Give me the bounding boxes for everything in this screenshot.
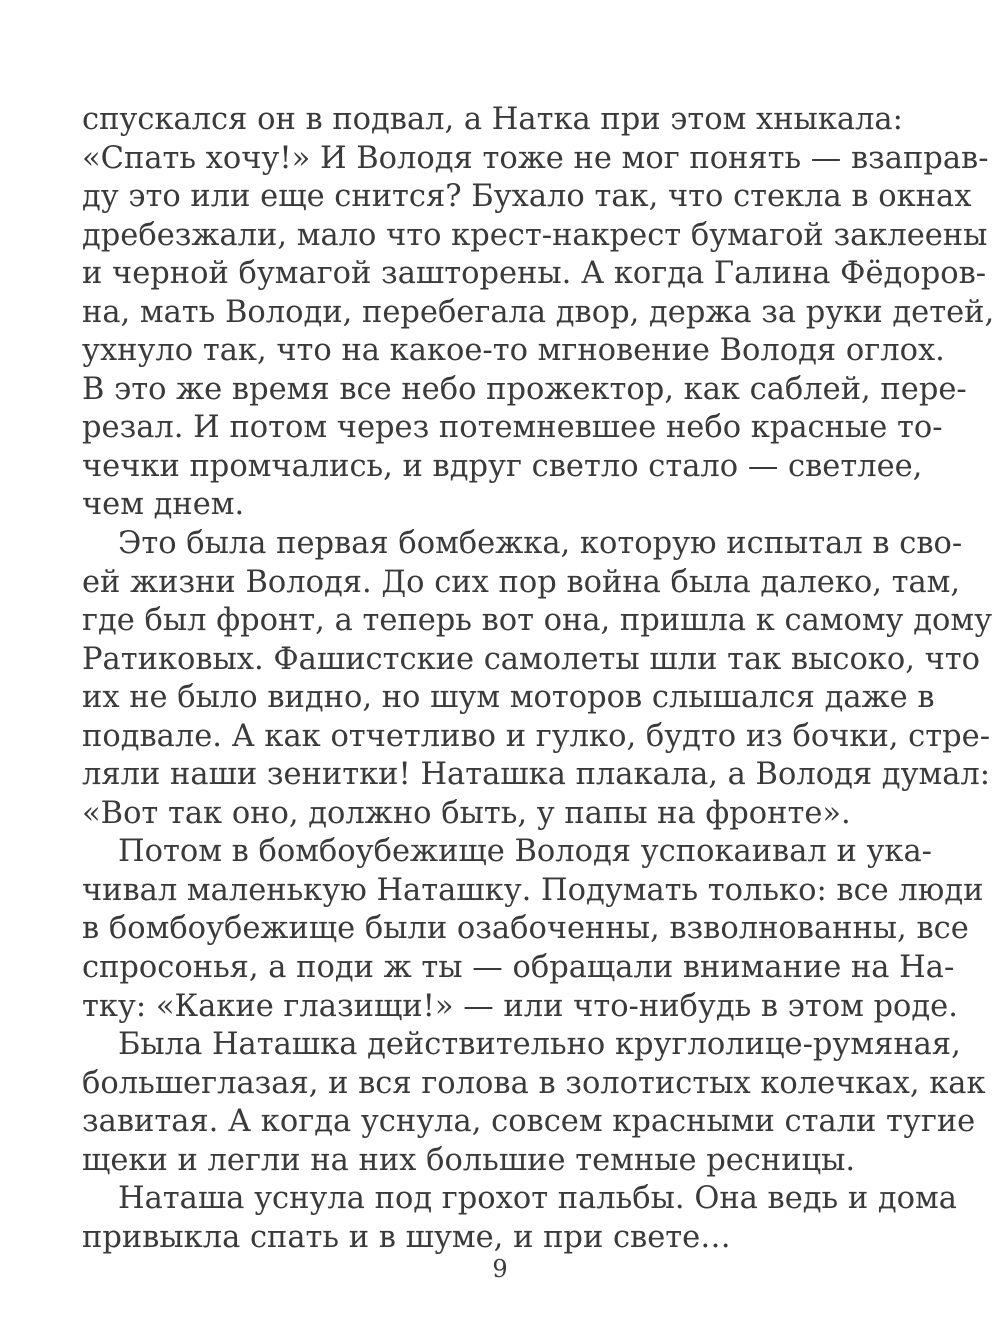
text-line: Ратиковых. Фашистские самолеты шли так высоко, что [82,641,981,677]
text-line: и черной бумагой зашторены. А когда Галина Фёдоров- [82,256,987,292]
text-line: щеки и легли на них большие темные ресницы. [82,1142,856,1178]
text-line: чем днем. [82,487,245,523]
text-line: в бомбоубежище были озабоченны, взволнованны, все [82,911,969,947]
text-line: спросонья, а поди ж ты — обращали внимание на На- [82,950,955,986]
text-line: привыкла спать и в шуме, и при свете… [82,1219,731,1255]
text-line: большеглазая, и вся голова в золотистых колечках, как [82,1065,986,1101]
text-line: «Спать хочу!» И Володя тоже не мог понять — взаправ- [82,140,989,176]
text-line: где был фронт, а теперь вот она, пришла к самому дому [82,603,993,639]
text-line: ляли наши зенитки! Наташка плакала, а Володя думал: [82,757,991,793]
text-line: завитая. А когда уснула, совсем красными стали тугие [82,1104,976,1140]
text-line: ду это или еще снится? Бухало так, что стекла в окнах [82,179,972,215]
text-line: на, мать Володи, перебегала двор, держа за руки детей, [82,294,995,330]
text-line: Наташа уснула под грохот пальбы. Она ведь и дома [118,1181,957,1217]
body-text [82,101,995,1257]
text-line: Это была первая бомбежка, которую испытал в сво- [118,526,963,562]
text-line: Была Наташка действительно круглолице-румяная, [118,1027,961,1063]
page-number: 9 [492,1255,508,1283]
text-line: В это же время все небо прожектор, как саблей, пере- [82,371,967,407]
text-line: ей жизни Володя. До сих пор война была далеко, там, [82,564,961,600]
text-line: подвале. А как отчетливо и гулко, будто из бочки, стре- [82,718,991,754]
text-line: Потом в бомбоубежище Володя успокаивал и ука- [118,834,932,870]
text-line: дребезжали, мало что крест-накрест бумагой заклеены [82,217,988,253]
text-line: их не было видно, но шум моторов слышался даже в [82,680,935,716]
text-line: «Вот так оно, должно быть, у папы на фронте». [82,795,851,831]
text-line: ухнуло так, что на какое-то мгновение Володя оглох. [82,333,945,369]
text-line: спускался он в подвал, а Натка при этом хныкала: [82,102,903,137]
text-line: резал. И потом через потемневшее небо красные то- [82,410,943,446]
text-line: чечки промчались, и вдруг светло стало — светлее, [82,448,923,484]
text-line: тку: «Какие глазищи!» — или что-нибудь в этом роде. [82,988,958,1024]
text-line: чивал маленькую Наташку. Подумать только: все люди [82,872,984,908]
